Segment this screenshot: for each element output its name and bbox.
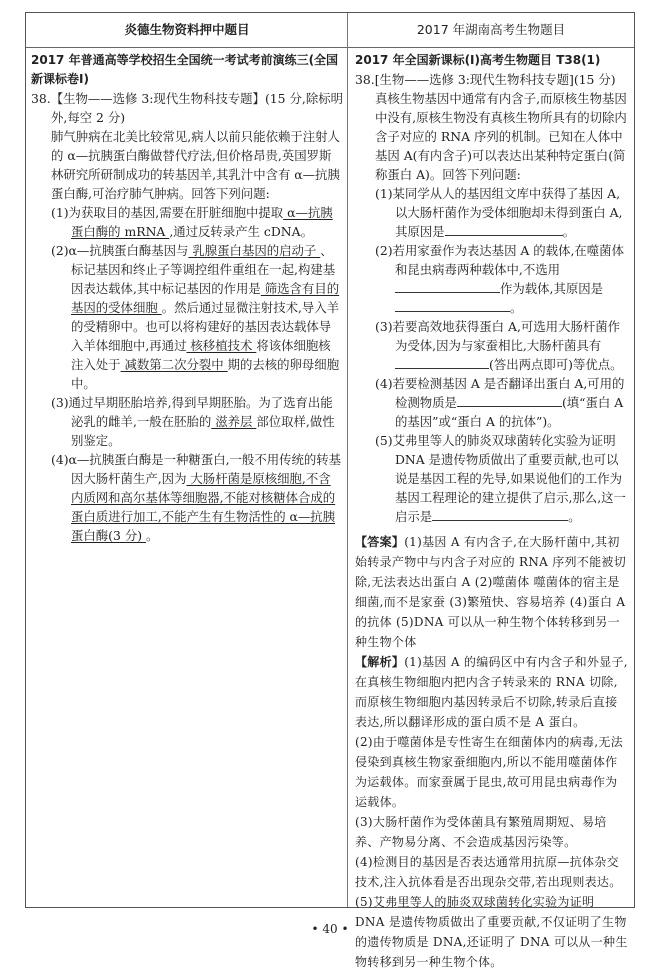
left-question-part-3 (31, 393, 343, 450)
left-question-part-4 (31, 450, 343, 545)
analysis-item-2: (3)大肠杆菌作为受体菌具有繁殖周期短、易培养、产物易分离、不会造成基因污染等。 (355, 815, 607, 849)
right-question-part-3 (355, 317, 628, 374)
left-question-parts (31, 203, 343, 545)
right-column (355, 51, 628, 972)
question-text: 、标记基因和终止子等调控组件重组在一起,构建基因表达载体,其中标记基因的作用是 (71, 243, 336, 296)
page-number: • 40 • (311, 922, 349, 936)
question-text: (1)为获取目的基因,需要在肝脏细胞中提取 (51, 205, 284, 220)
question-text: (1)某同学从人的基因组文库中获得了基因 A,以大肠杆菌作为受体细胞却未得到蛋白 A,其原因是 (375, 186, 623, 239)
filled-answer: 减数第二次分裂中 (120, 357, 228, 372)
answer-tag: 【答案】 (355, 535, 405, 549)
right-question-stem: 真核生物基因中通常有内含子,而原核生物基因中没有,原核生物没有真核生物所具有的切除内含子对应的 RNA 序列的机制。已知在人体中基因 A(有内含子)可以表达出某种特定蛋白(简称蛋白 A)。回答下列问题: (375, 91, 627, 182)
answer-blank (457, 393, 562, 407)
filled-answer: 乳腺蛋白基因的启动子 (188, 243, 321, 258)
question-text: 。 (510, 300, 523, 315)
answer-text: (1)基因 A 有内含子,在大肠杆菌中,其初始转录产物中与内含子对应的 RNA 序列不能被切除,无法表达出蛋白 A (2)噬菌体 噬菌体的宿主是细菌,而不是家蚕 (3)繁殖快、容易培养 (4)蛋白 A 的抗体 (5)DNA 可以从一种生物个体转移到另一种生物个体 (355, 535, 627, 649)
question-text: (4)若要检测基因 A 是否翻译出蛋白 A,可用的检测物质是 (375, 376, 625, 410)
question-text: 。然后通过显微注射技术,导入羊的受精卵中。也可以将构建好的基因表达载体导入羊体细胞中,再通过 (71, 300, 340, 353)
column-divider (347, 13, 348, 907)
analysis-item-0: (1)基因 A 的编码区中有内含子和外显子,在真核生物细胞内把内含子转录来的 RNA 切除,而原核生物细胞内基因转录后不切除,转录后直接表达,所以翻译形成的蛋白质不是 A 蛋白。 (355, 655, 628, 729)
answer-blank (395, 298, 510, 312)
question-text: (答出两点即可)等优点。 (489, 357, 623, 372)
left-exam-title: 2017 年普通高等学校招生全国统一考试考前演练三(全国新课标卷Ⅰ) (31, 53, 339, 86)
right-question-part-4 (355, 374, 628, 431)
right-exam-title: 2017 年全国新课标(Ⅰ)高考生物题目 T38(1) (355, 53, 601, 67)
right-question-part-1 (355, 184, 628, 241)
question-text: 。 (568, 509, 581, 524)
header-right-title: 2017 年湖南高考生物题目 (416, 22, 566, 37)
analysis-item-3: (4)检测目的基因是否表达通常用抗原—抗体杂交技术,注入抗体看是否出现杂交带,若出现则表达。 (355, 855, 622, 889)
question-text: (2)若用家蚕作为表达基因 A 的载体,在噬菌体和昆虫病毒两种载体中,不选用 (375, 243, 624, 277)
analysis-item-4: (5)艾弗里等人的肺炎双球菌转化实验为证明 DNA 是遗传物质做出了重要贡献,不仅证明了生物的遗传物质是 DNA,还证明了 DNA 可以从一种生物转移到另一种生物个体。 (355, 895, 628, 969)
answer-blank (395, 279, 500, 293)
analysis-tag: 【解析】 (355, 655, 405, 669)
left-question-stem: 肺气肿病在北美比较常见,病人以前只能依赖于注射人的 α—抗胰蛋白酶做替代疗法,但价格昂贵,英国罗斯林研究所研制成功的转基因羊,其乳汁中含有 α—抗胰蛋白酶,可治疗肺气肿病。回答下列问题: (51, 129, 340, 201)
question-text: (4)α—抗胰蛋白酶是一种糖蛋白,一般不用传统的转基因大肠杆菌生产,因为 (51, 452, 342, 486)
left-column (31, 51, 343, 545)
left-question-part-2 (31, 241, 343, 393)
header-row (26, 13, 634, 48)
question-text: (3)若要高效地获得蛋白 A,可选用大肠杆菌作为受体,因为与家蚕相比,大肠杆菌具有 (375, 319, 621, 353)
question-text: 。 (562, 224, 575, 239)
question-text: 将该体细胞核注入处于 (71, 338, 331, 372)
right-question-parts (355, 184, 628, 526)
question-text: (5)艾弗里等人的肺炎双球菌转化实验为证明 DNA 是遗传物质做出了重要贡献,也可以说是基因工程的先导,如果说他们的工作为基因工程理论的建立提供了启示,那么,这一启示是 (375, 433, 626, 524)
right-question-part-5 (355, 431, 628, 526)
question-text: 期的去核的卵母细胞中。 (71, 357, 340, 391)
question-text: (填“蛋白 A 的基因”或“蛋白 A 的抗体”)。 (395, 395, 624, 429)
filled-answer: 滋养层 (211, 414, 257, 429)
question-text: (2)α—抗胰蛋白酶基因与 (51, 243, 189, 258)
left-question-head: 38.【生物——选修 3:现代生物科技专题】(15 分,除标明外,每空 2 分) (31, 91, 343, 125)
filled-answer: 核移植技术 (186, 338, 257, 353)
answer-block (355, 532, 628, 652)
question-text: 作为载体,其原因是 (500, 281, 604, 296)
left-question-part-1 (31, 203, 343, 241)
analysis-block (355, 652, 628, 732)
filled-answer: α—抗胰蛋白酶的 mRNA (71, 205, 333, 239)
question-text: 部位取样,做性别鉴定。 (71, 414, 335, 448)
question-text: (3)通过早期胚胎培养,得到早期胚胎。为了选育出能泌乳的雌羊,一般在胚胎的 (51, 395, 333, 429)
header-left-title: 炎德生物资料押中题目 (124, 22, 250, 37)
answer-blank (445, 222, 563, 236)
filled-answer: 筛选含有目的基因的受体细胞 (71, 281, 340, 315)
question-text: ,通过反转录产生 cDNA。 (169, 224, 313, 239)
right-question-part-2 (355, 241, 628, 317)
answer-blank (498, 507, 568, 521)
answer-blank (432, 507, 498, 521)
analysis-item-1: (2)由于噬菌体是专性寄生在细菌体内的病毒,无法侵染到真核生物家蚕细胞内,所以不能用噬菌体作为运载体。而家蚕属于昆虫,故可用昆虫病毒作为运载体。 (355, 735, 624, 809)
answer-blank (395, 355, 463, 369)
right-question-head: 38.[生物——选修 3:现代生物科技专题](15 分) (355, 72, 616, 87)
answer-blank (463, 355, 489, 369)
question-text: 。 (146, 528, 159, 543)
filled-answer: 大肠杆菌是原核细胞,不含内质网和高尔基体等细胞器,不能对核糖体合成的蛋白质进行加工,不能产生有生物活性的 α—抗胰蛋白酶(3 分) (71, 471, 336, 543)
